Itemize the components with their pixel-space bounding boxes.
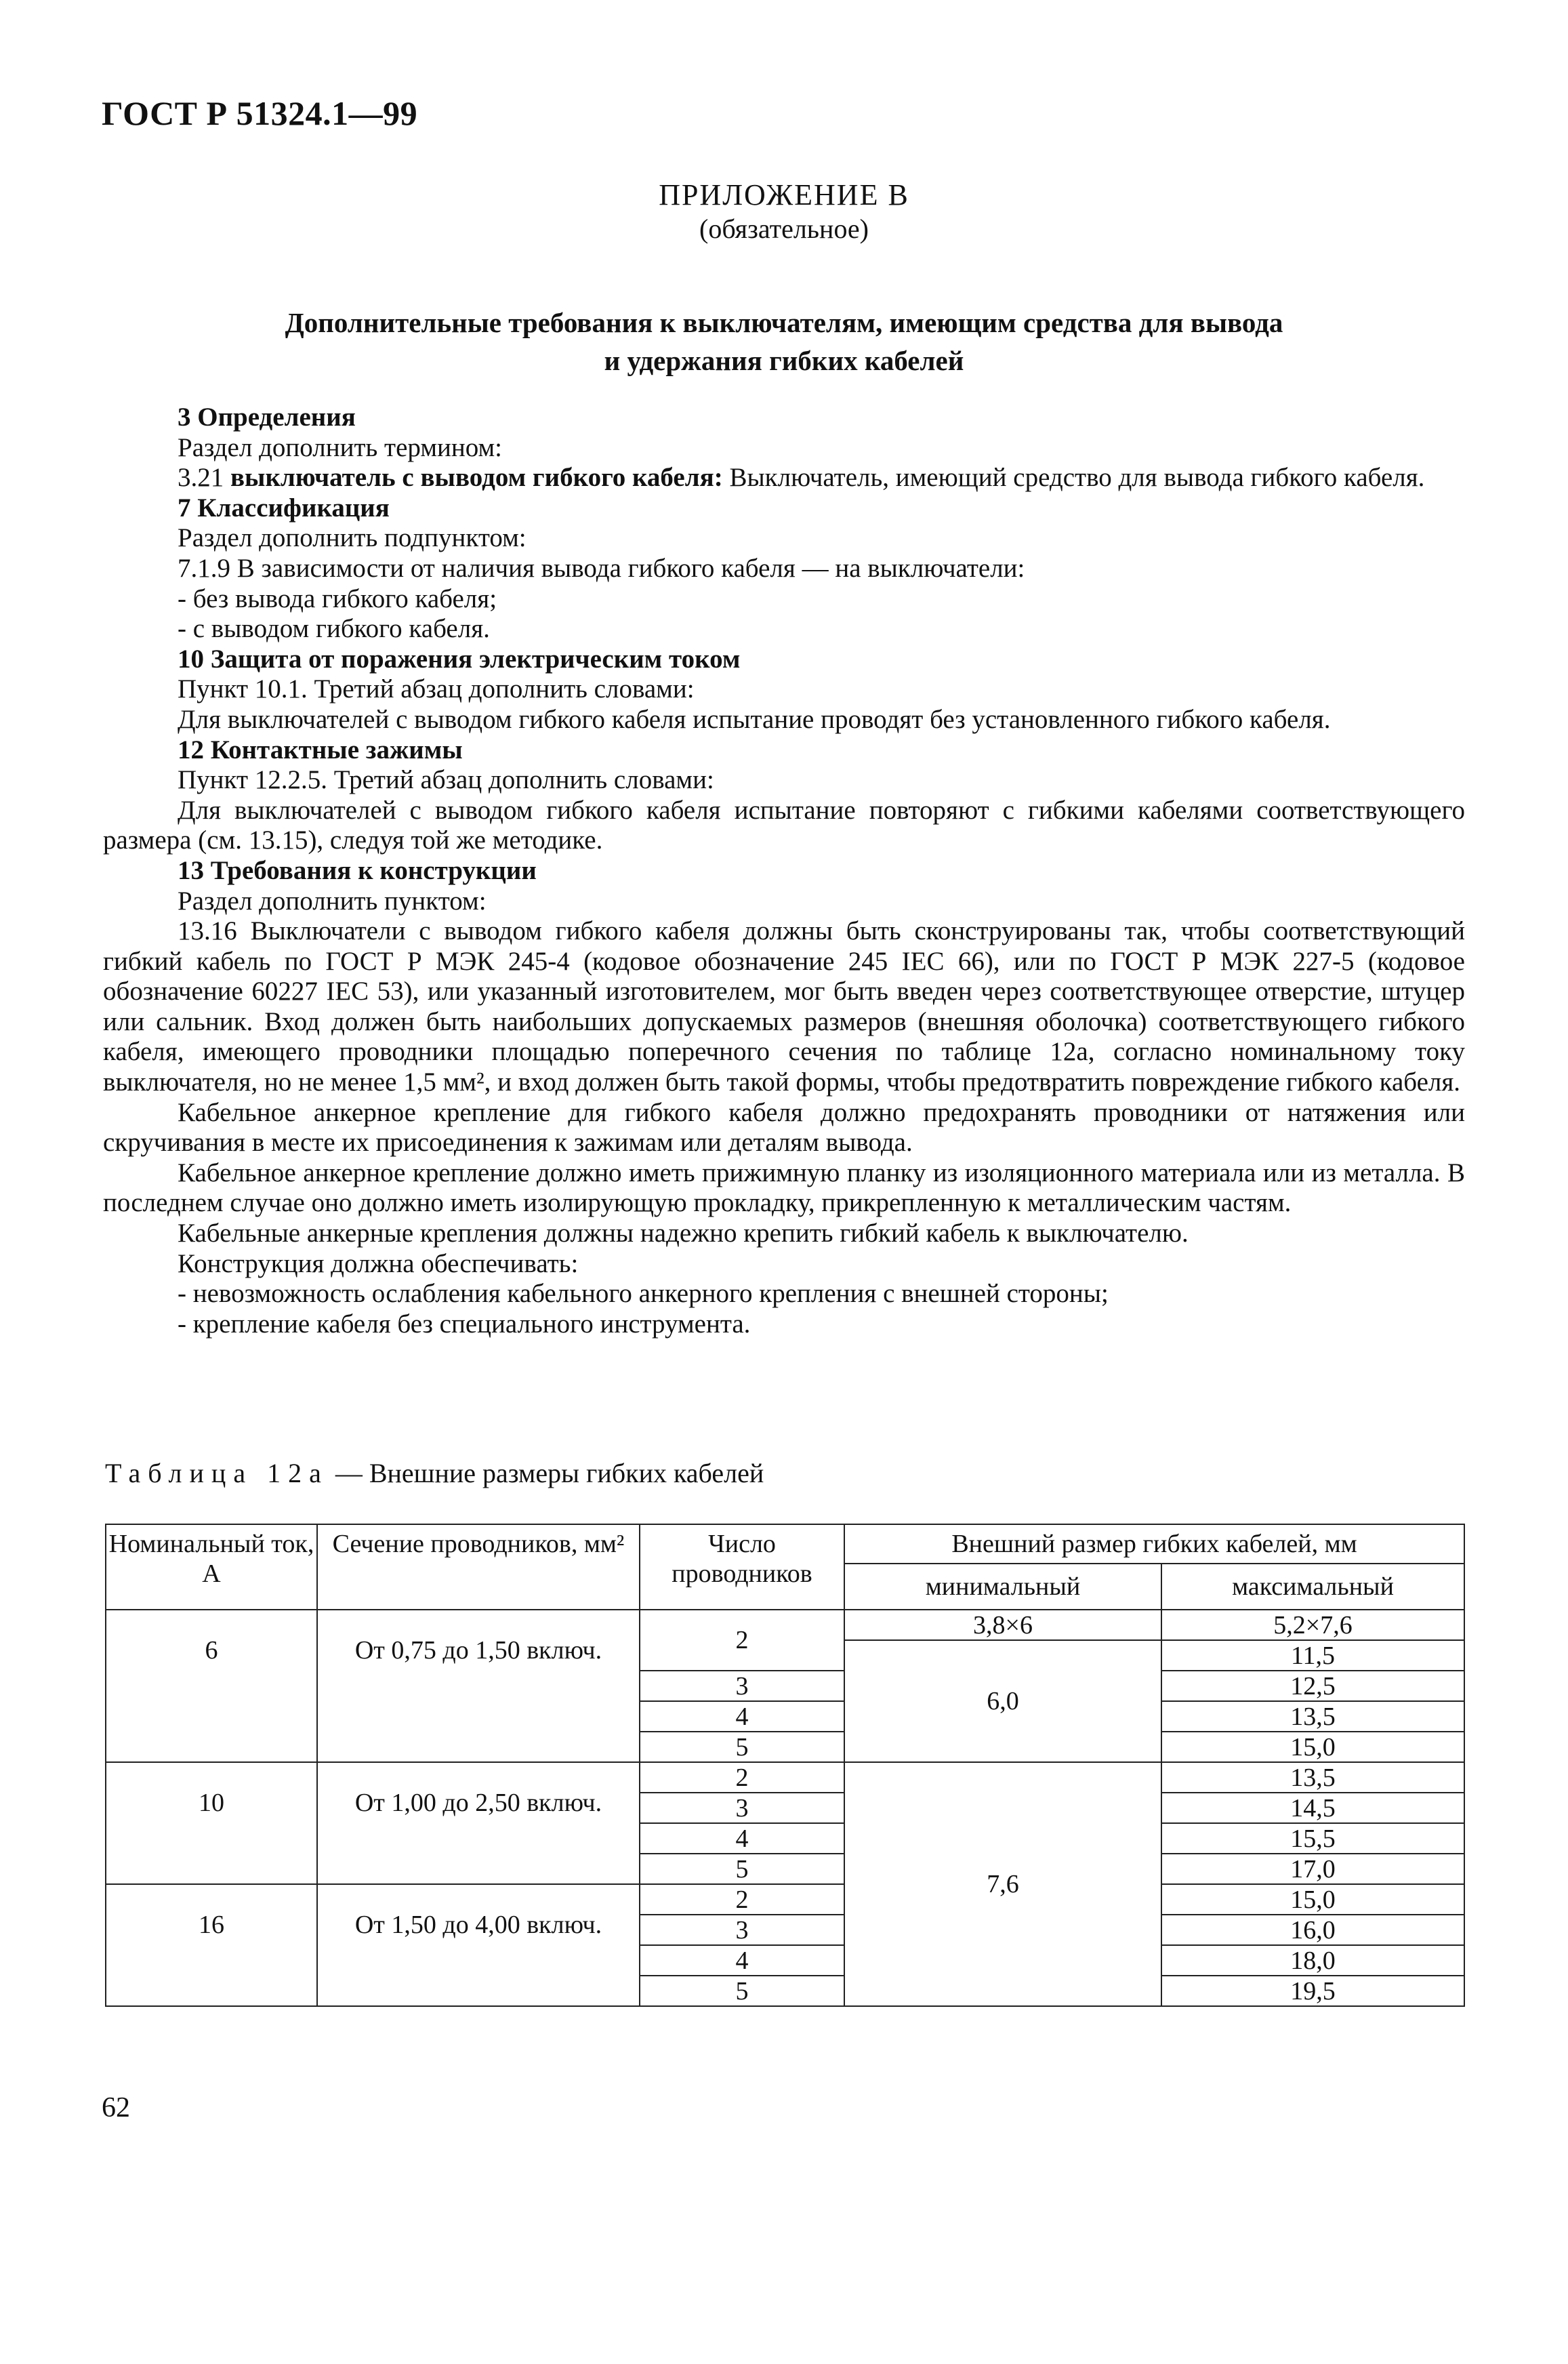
cell-count: 3 (640, 1793, 844, 1823)
cable-dimensions-table (105, 1524, 1465, 2007)
paragraph: Кабельное анкерное крепление для гибкого кабеля должно предохранять проводники от натяжения или скручивания в месте их присоединения к зажимам или деталям вывода. (103, 1097, 1465, 1158)
definition-text: Выключатель, имеющий средство для вывода гибкого кабеля. (722, 463, 1425, 493)
section-heading: 12 Контактные зажимы (178, 735, 463, 765)
paragraph: 7.1.9 В зависимости от наличия вывода гибкого кабеля — на выключатели: (178, 553, 1025, 583)
cell-min: 7,6 (844, 1762, 1161, 2006)
paragraph: Пункт 10.1. Третий абзац дополнить словами: (178, 674, 695, 704)
cell-count: 5 (640, 1732, 844, 1762)
cell-max: 15,0 (1161, 1884, 1464, 1915)
header-current: Номинальный ток, А (106, 1524, 317, 1610)
list-item: - крепление кабеля без специального инструмента. (178, 1309, 751, 1339)
cell-count: 4 (640, 1823, 844, 1854)
body-text (103, 403, 1465, 1339)
paragraph: Пункт 12.2.5. Третий абзац дополнить словами: (178, 765, 714, 795)
document-title-line-1: Дополнительные требования к выключателям, имеющим средства для вывода (285, 307, 1283, 338)
cell-count: 4 (640, 1701, 844, 1732)
cell-min: 3,8×6 (844, 1610, 1161, 1640)
cell-current: 10 (106, 1762, 317, 1884)
cell-max: 14,5 (1161, 1793, 1464, 1823)
cell-current: 16 (106, 1884, 317, 2006)
standard-header: ГОСТ Р 51324.1—99 (102, 94, 418, 132)
cell-section: От 1,50 до 4,00 включ. (317, 1884, 640, 2006)
cell-max: 15,0 (1161, 1732, 1464, 1762)
paragraph: Раздел дополнить термином: (178, 432, 503, 462)
paragraph: Раздел дополнить пунктом: (178, 886, 487, 916)
cell-max: 11,5 (1161, 1640, 1464, 1671)
header-max: максимальный (1161, 1564, 1464, 1610)
page-number: 62 (102, 2092, 130, 2123)
list-item: - невозможность ослабления кабельного анкерного крепления с внешней стороны; (178, 1279, 1109, 1309)
cell-max: 15,5 (1161, 1823, 1464, 1854)
paragraph: Кабельное анкерное крепление должно иметь прижимную планку из изоляционного материала или из металла. В последнем случае оно должно иметь изолирующую прокладку, прикрепленную к металлическим частям. (103, 1158, 1465, 1218)
cell-count: 5 (640, 1976, 844, 2006)
section-heading: 13 Требования к конструкции (178, 855, 537, 885)
cell-min: 6,0 (844, 1640, 1161, 1762)
paragraph: Кабельные анкерные крепления должны надежно крепить гибкий кабель к выключателю. (178, 1219, 1189, 1248)
cell-max: 16,0 (1161, 1915, 1464, 1945)
document-title-line-2: и удержания гибких кабелей (604, 345, 964, 376)
cell-section: От 1,00 до 2,50 включ. (317, 1762, 640, 1884)
cell-max: 13,5 (1161, 1762, 1464, 1793)
cell-current: 6 (106, 1610, 317, 1762)
appendix-title: ПРИЛОЖЕНИЕ В (659, 178, 909, 211)
cell-max: 19,5 (1161, 1976, 1464, 2006)
paragraph: Раздел дополнить подпунктом: (178, 523, 527, 553)
cell-max: 5,2×7,6 (1161, 1610, 1464, 1640)
cell-count: 3 (640, 1915, 844, 1945)
cell-count: 3 (640, 1671, 844, 1701)
paragraph: Для выключателей с выводом гибкого кабеля испытание проводят без установленного гибкого кабеля. (178, 704, 1331, 734)
cell-count: 2 (640, 1884, 844, 1915)
header-outer-size: Внешний размер гибких кабелей, мм (844, 1524, 1464, 1564)
table-row (106, 1762, 1464, 1793)
cell-max: 13,5 (1161, 1701, 1464, 1732)
paragraph: Для выключателей с выводом гибкого кабеля испытание повторяют с гибкими кабелями соответствующего размера (см. 13.15), следуя той же методике. (103, 795, 1465, 855)
cell-section: От 0,75 до 1,50 включ. (317, 1610, 640, 1762)
table-caption-text: — Внешние размеры гибких кабелей (328, 1458, 764, 1488)
paragraph: Конструкция должна обеспечивать: (178, 1248, 579, 1278)
table-row (106, 1884, 1464, 1915)
list-item: - с выводом гибкого кабеля. (178, 614, 490, 644)
section-heading: 10 Защита от поражения электрическим током (178, 644, 741, 674)
cell-count: 5 (640, 1854, 844, 1884)
cell-max: 17,0 (1161, 1854, 1464, 1884)
list-item: - без вывода гибкого кабеля; (178, 584, 497, 613)
header-min: минимальный (844, 1564, 1161, 1610)
definition-paragraph (103, 463, 1465, 493)
table-header-row (106, 1524, 1464, 1564)
header-count: Число проводников (640, 1524, 844, 1610)
table-caption (105, 1457, 764, 1489)
cell-max: 12,5 (1161, 1671, 1464, 1701)
section-heading: 3 Определения (178, 403, 356, 432)
cell-count: 2 (640, 1762, 844, 1793)
paragraph: 13.16 Выключатели с выводом гибкого кабеля должны быть сконструированы так, чтобы соответствующий гибкий кабель по ГОСТ Р МЭК 245-4 (кодовое обозначение 245 IEC 66), или по ГОСТ Р МЭК 227-5 (кодовое обозначение 60227 IEC 53), или указанный изготовителем, мог быть введен через соответствующее отверстие, штуцер или сальник. Вход должен быть наибольших допускаемых размеров (внешняя оболочка) соответствующего гибкого кабеля, имеющего проводники площадью поперечного сечения по таблице 12а, согласно номинальному току выключателя, но не менее 1,5 мм², и вход должен быть такой формы, чтобы предотвратить повреждение гибкого кабеля. (103, 916, 1465, 1097)
definition-number: 3.21 (178, 463, 230, 493)
header-section: Сечение проводников, мм² (317, 1524, 640, 1610)
appendix-subtitle: (обязательное) (699, 213, 869, 244)
cell-max: 18,0 (1161, 1945, 1464, 1976)
document-title (0, 304, 1568, 380)
table-row (106, 1610, 1464, 1640)
table-caption-label: Таблица 12а (105, 1458, 329, 1488)
cell-count: 4 (640, 1945, 844, 1976)
cell-count: 2 (640, 1610, 844, 1671)
definition-term: выключатель с выводом гибкого кабеля: (230, 463, 723, 493)
section-heading: 7 Классификация (178, 493, 390, 523)
